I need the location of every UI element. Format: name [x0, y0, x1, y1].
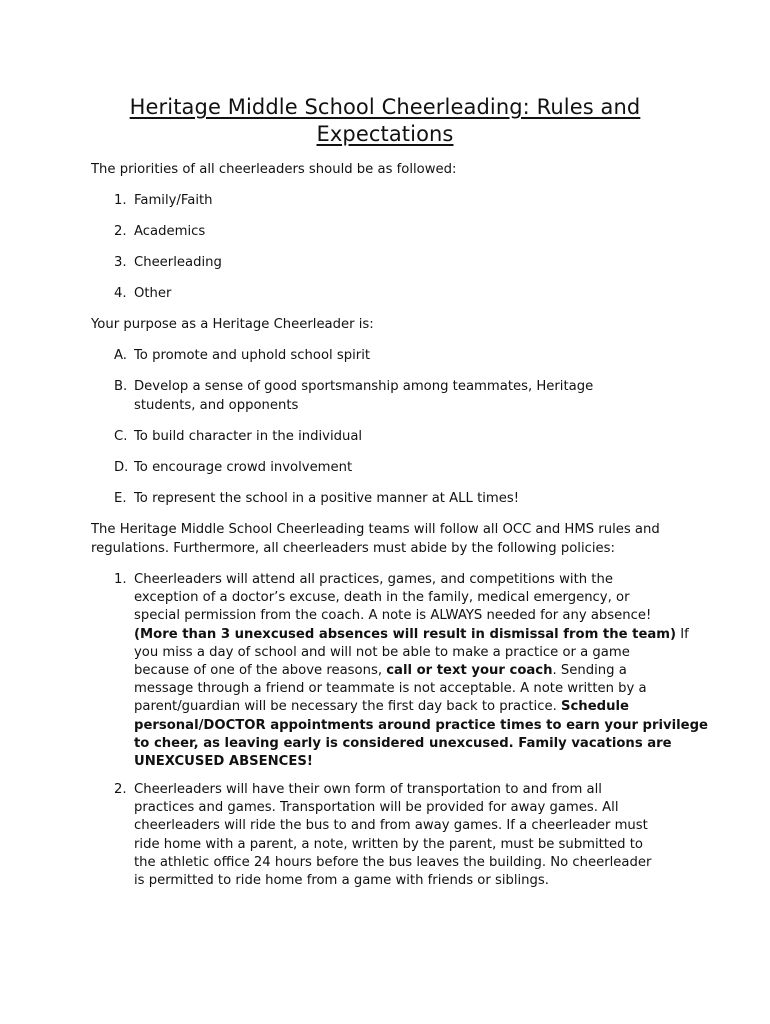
priority-marker: 2.	[114, 224, 127, 239]
policy-1-text	[134, 571, 708, 771]
schedule-emphasis: Schedule	[560, 699, 629, 715]
policy-1-line: you miss a day of school and will not be able to make a practice or a game	[134, 644, 630, 660]
policy-1-fragment: If	[676, 626, 689, 642]
policy-1-line	[134, 662, 708, 680]
policy-2-line: the athletic office 24 hours before the bus leaves the building. No cheerleader	[134, 854, 652, 870]
dismissal-warning: (More than 3 unexcused absences will result in dismissal from the team)	[134, 626, 677, 642]
purpose-marker: B.	[114, 379, 128, 394]
policy-1-fragment: . Sending a	[552, 663, 627, 679]
priorities-intro: The priorities of all cheerleaders should be as followed:	[91, 162, 457, 177]
policy-1-fragment: parent/guardian will be necessary the first day back to practice.	[134, 699, 561, 715]
priority-item: Academics	[134, 224, 206, 239]
policy-1-line	[134, 735, 708, 753]
priority-item: Family/Faith	[134, 193, 213, 208]
policy-1-line: message through a friend or teammate is not acceptable. A note written by a	[134, 681, 647, 697]
policy-2-line: is permitted to ride home from a game with friends or siblings.	[134, 873, 549, 889]
policy-1-line: Cheerleaders will attend all practices, games, and competitions with the	[134, 572, 613, 587]
policy-2-line: cheerleaders will ride the bus to and from away games. If a cheerleader must	[134, 818, 648, 834]
policy-marker: 1.	[114, 572, 127, 587]
policy-2-text	[134, 781, 651, 890]
purpose-item: To promote and uphold school spirit	[134, 348, 371, 363]
policy-1-line	[134, 717, 708, 735]
purpose-marker: C.	[114, 429, 128, 444]
policy-2-line: ride home with a parent, a note, written by the parent, must be submitted to	[134, 836, 643, 852]
policy-1-line: exception of a doctor’s excuse, death in the family, medical emergency, or	[134, 590, 630, 606]
leaving-early-emphasis: to cheer, as leaving early is considered unexcused. Family vacations are	[134, 735, 672, 751]
purpose-marker: D.	[114, 460, 129, 475]
priority-item: Cheerleading	[134, 255, 222, 270]
policies-intro-line: The Heritage Middle School Cheerleading teams will follow all OCC and HMS rules and	[91, 522, 660, 537]
call-coach-emphasis: call or text your coach	[386, 663, 553, 679]
purpose-intro: Your purpose as a Heritage Cheerleader is:	[91, 317, 374, 332]
policy-marker: 2.	[114, 782, 127, 797]
policy-1-line	[134, 698, 708, 716]
policy-1-fragment: because of one of the above reasons,	[134, 663, 387, 679]
policy-1-line: special permission from the coach. A note is ALWAYS needed for any absence!	[134, 608, 652, 624]
purpose-marker: E.	[114, 491, 127, 506]
unexcused-absences-emphasis: UNEXCUSED ABSENCES!	[134, 754, 313, 770]
priority-marker: 3.	[114, 255, 127, 270]
appointments-emphasis: personal/DOCTOR appointments around practice times to earn your privilege	[134, 717, 708, 733]
policy-1-line	[134, 626, 708, 644]
policy-2-line: Cheerleaders will have their own form of transportation to and from all	[134, 782, 602, 797]
purpose-item: To represent the school in a positive manner at ALL times!	[134, 491, 520, 506]
purpose-item: Develop a sense of good sportsmanship among teammates, Heritage	[134, 379, 594, 394]
priority-marker: 1.	[114, 193, 127, 208]
purpose-item: To encourage crowd involvement	[134, 460, 353, 475]
purpose-item: To build character in the individual	[134, 429, 363, 444]
policy-1-line	[134, 753, 708, 771]
title-line-2: Expectations	[316, 122, 454, 146]
policies-intro-line: regulations. Furthermore, all cheerleaders must abide by the following policies:	[91, 541, 615, 556]
priority-marker: 4.	[114, 286, 127, 301]
purpose-marker: A.	[114, 348, 127, 363]
page-title	[100, 94, 670, 148]
title-line-1: Heritage Middle School Cheerleading: Rules and	[129, 95, 641, 119]
priority-item: Other	[134, 286, 172, 301]
purpose-item-continued: students, and opponents	[134, 398, 299, 413]
policy-2-line: practices and games. Transportation will be provided for away games. All	[134, 800, 619, 816]
